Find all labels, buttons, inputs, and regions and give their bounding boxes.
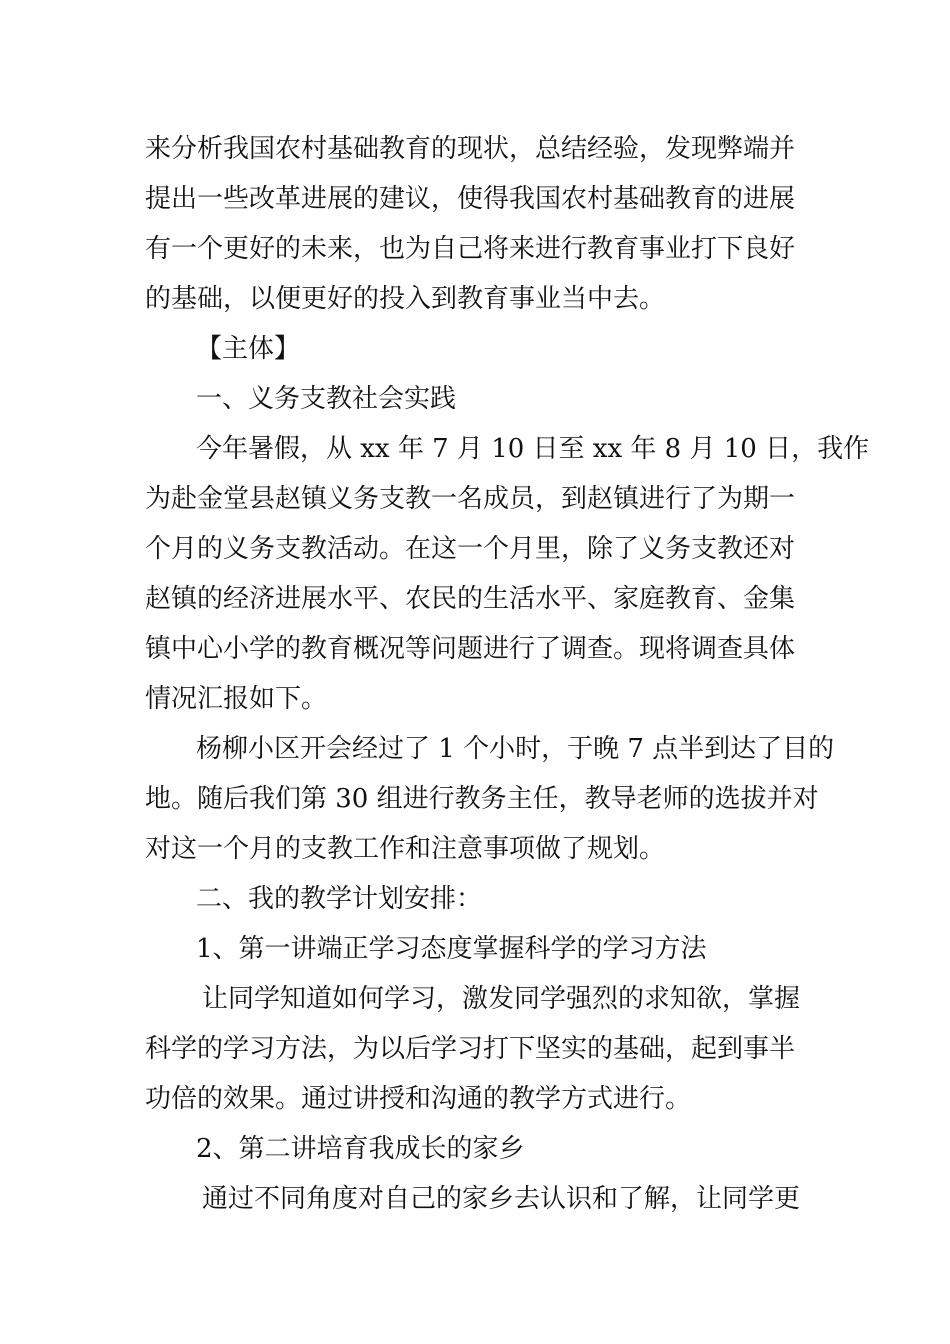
paragraph-line: 杨柳小区开会经过了 1 个小时，于晚 7 点半到达了目的: [196, 734, 835, 764]
paragraph-line: 功倍的效果。通过讲授和沟通的教学方式进行。: [145, 1084, 692, 1114]
paragraph-line: 让同学知道如何学习，激发同学强烈的求知欲，掌握: [202, 984, 801, 1014]
paragraph-line: 今年暑假，从 xx 年 7 月 10 日至 xx 年 8 月 10 日，我作: [196, 434, 870, 464]
list-item-heading: 2、第二讲培育我成长的家乡: [196, 1134, 525, 1164]
section-heading: 【主体】: [196, 334, 301, 364]
paragraph-line: 来分析我国农村基础教育的现状，总结经验，发现弊端并: [145, 134, 796, 164]
paragraph-line: 个月的义务支教活动。在这一个月里，除了义务支教还对: [145, 534, 796, 564]
paragraph-line: 科学的学习方法，为以后学习打下坚实的基础，起到事半: [145, 1034, 796, 1064]
paragraph-line: 有一个更好的未来，也为自己将来进行教育事业打下良好: [145, 234, 796, 264]
subsection-heading: 一、义务支教社会实践: [196, 384, 457, 414]
paragraph-line: 提出一些改革进展的建议，使得我国农村基础教育的进展: [145, 184, 796, 214]
paragraph-line: 情况汇报如下。: [145, 684, 328, 714]
subsection-heading: 二、我的教学计划安排：: [196, 884, 483, 914]
paragraph-line: 为赴金堂县赵镇义务支教一名成员，到赵镇进行了为期一: [145, 484, 796, 514]
paragraph-line: 地。随后我们第 30 组进行教务主任，教导老师的选拔并对: [145, 784, 819, 814]
paragraph-line: 通过不同角度对自己的家乡去认识和了解，让同学更: [202, 1184, 801, 1214]
list-item-heading: 1、第一讲端正学习态度掌握科学的学习方法: [196, 934, 707, 964]
paragraph-line: 的基础，以便更好的投入到教育事业当中去。: [145, 284, 666, 314]
paragraph-line: 对这一个月的支教工作和注意事项做了规划。: [145, 834, 666, 864]
paragraph-line: 赵镇的经济进展水平、农民的生活水平、家庭教育、金集: [145, 584, 796, 614]
paragraph-line: 镇中心小学的教育概况等问题进行了调查。现将调查具体: [145, 634, 796, 664]
